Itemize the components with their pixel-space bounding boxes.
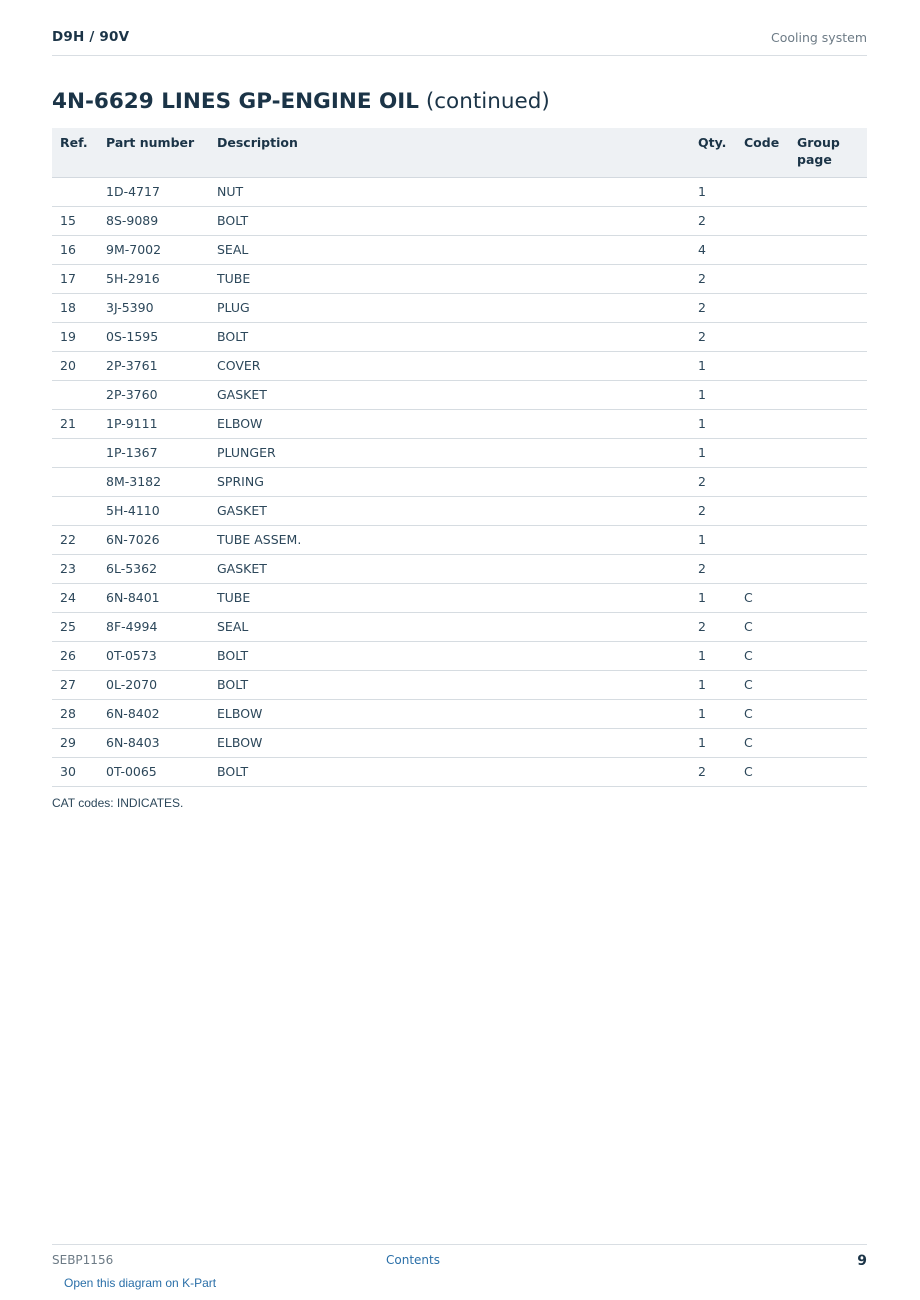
table-row bbox=[52, 525, 867, 554]
table-row bbox=[52, 351, 867, 380]
table-row bbox=[52, 670, 867, 699]
ref-cell: 16 bbox=[52, 235, 98, 264]
description-cell: SEAL bbox=[209, 612, 690, 641]
kpart-link[interactable]: Open this diagram on K-Part bbox=[64, 1276, 217, 1290]
code-cell bbox=[736, 554, 789, 583]
table-row bbox=[52, 757, 867, 786]
page-header bbox=[52, 29, 867, 56]
ref-cell: 26 bbox=[52, 641, 98, 670]
part-number-cell: 1P-9111 bbox=[98, 409, 209, 438]
ref-cell: 18 bbox=[52, 293, 98, 322]
ref-cell: 15 bbox=[52, 206, 98, 235]
qty-cell: 1 bbox=[690, 438, 736, 467]
model-label: D9H / 90V bbox=[52, 29, 130, 45]
group-page-cell bbox=[789, 264, 867, 293]
page-footer bbox=[52, 1244, 867, 1275]
document-id: SEBP1156 bbox=[52, 1253, 114, 1267]
table-row bbox=[52, 728, 867, 757]
group-page-cell bbox=[789, 438, 867, 467]
code-cell: C bbox=[736, 728, 789, 757]
qty-cell: 2 bbox=[690, 293, 736, 322]
part-number-cell: 0L-2070 bbox=[98, 670, 209, 699]
group-page-cell bbox=[789, 206, 867, 235]
description-cell: COVER bbox=[209, 351, 690, 380]
code-cell: C bbox=[736, 641, 789, 670]
group-page-cell bbox=[789, 496, 867, 525]
description-cell: GASKET bbox=[209, 554, 690, 583]
table-row bbox=[52, 496, 867, 525]
col-header-part-number: Part number bbox=[98, 128, 209, 177]
ref-cell: 28 bbox=[52, 699, 98, 728]
ref-cell: 27 bbox=[52, 670, 98, 699]
description-cell: BOLT bbox=[209, 670, 690, 699]
code-cell: C bbox=[736, 757, 789, 786]
part-number-cell: 6N-8401 bbox=[98, 583, 209, 612]
group-page-cell bbox=[789, 728, 867, 757]
qty-cell: 1 bbox=[690, 728, 736, 757]
ref-cell: 22 bbox=[52, 525, 98, 554]
group-page-cell bbox=[789, 467, 867, 496]
description-cell: PLUNGER bbox=[209, 438, 690, 467]
qty-cell: 2 bbox=[690, 206, 736, 235]
part-number-cell: 9M-7002 bbox=[98, 235, 209, 264]
description-cell: ELBOW bbox=[209, 699, 690, 728]
table-row bbox=[52, 467, 867, 496]
table-row bbox=[52, 177, 867, 206]
table-row bbox=[52, 438, 867, 467]
group-page-cell bbox=[789, 177, 867, 206]
table-row bbox=[52, 409, 867, 438]
title-suffix: (continued) bbox=[425, 89, 550, 114]
part-number-cell: 0T-0573 bbox=[98, 641, 209, 670]
ref-cell bbox=[52, 438, 98, 467]
qty-cell: 2 bbox=[690, 757, 736, 786]
ref-cell: 29 bbox=[52, 728, 98, 757]
code-cell bbox=[736, 380, 789, 409]
code-cell bbox=[736, 177, 789, 206]
part-number-cell: 2P-3761 bbox=[98, 351, 209, 380]
ref-cell bbox=[52, 467, 98, 496]
part-number-cell: 1P-1367 bbox=[98, 438, 209, 467]
description-cell: GASKET bbox=[209, 380, 690, 409]
group-page-cell bbox=[789, 293, 867, 322]
qty-cell: 1 bbox=[690, 699, 736, 728]
page-number: 9 bbox=[857, 1253, 867, 1269]
part-number-cell: 8F-4994 bbox=[98, 612, 209, 641]
table-row bbox=[52, 322, 867, 351]
part-number-cell: 1D-4717 bbox=[98, 177, 209, 206]
qty-cell: 1 bbox=[690, 351, 736, 380]
contents-link[interactable]: Contents bbox=[386, 1253, 440, 1267]
ref-cell: 25 bbox=[52, 612, 98, 641]
col-header-group-page: Group page bbox=[789, 128, 867, 177]
description-cell: NUT bbox=[209, 177, 690, 206]
qty-cell: 2 bbox=[690, 467, 736, 496]
qty-cell: 1 bbox=[690, 641, 736, 670]
code-cell bbox=[736, 351, 789, 380]
part-number-cell: 0S-1595 bbox=[98, 322, 209, 351]
table-row bbox=[52, 235, 867, 264]
part-number-cell: 5H-4110 bbox=[98, 496, 209, 525]
ref-cell: 20 bbox=[52, 351, 98, 380]
part-number-cell: 8S-9089 bbox=[98, 206, 209, 235]
code-cell bbox=[736, 264, 789, 293]
code-cell bbox=[736, 438, 789, 467]
title-main: 4N-6629 LINES GP-ENGINE OIL bbox=[52, 89, 419, 114]
qty-cell: 1 bbox=[690, 177, 736, 206]
group-page-cell bbox=[789, 583, 867, 612]
col-header-description: Description bbox=[209, 128, 690, 177]
description-cell: SEAL bbox=[209, 235, 690, 264]
ref-cell: 23 bbox=[52, 554, 98, 583]
qty-cell: 1 bbox=[690, 583, 736, 612]
code-cell bbox=[736, 206, 789, 235]
part-number-cell: 5H-2916 bbox=[98, 264, 209, 293]
description-cell: ELBOW bbox=[209, 728, 690, 757]
code-cell bbox=[736, 525, 789, 554]
part-number-cell: 6N-8402 bbox=[98, 699, 209, 728]
group-page-cell bbox=[789, 699, 867, 728]
table-row bbox=[52, 380, 867, 409]
group-page-cell bbox=[789, 235, 867, 264]
ref-cell: 17 bbox=[52, 264, 98, 293]
code-cell: C bbox=[736, 699, 789, 728]
group-page-cell bbox=[789, 525, 867, 554]
page-title bbox=[52, 89, 550, 114]
group-page-cell bbox=[789, 670, 867, 699]
description-cell: BOLT bbox=[209, 206, 690, 235]
ref-cell: 30 bbox=[52, 757, 98, 786]
part-number-cell: 6N-7026 bbox=[98, 525, 209, 554]
description-cell: BOLT bbox=[209, 322, 690, 351]
table-row bbox=[52, 612, 867, 641]
code-cell bbox=[736, 235, 789, 264]
col-header-ref: Ref. bbox=[52, 128, 98, 177]
section-name: Cooling system bbox=[771, 30, 867, 45]
table-row bbox=[52, 206, 867, 235]
description-cell: BOLT bbox=[209, 641, 690, 670]
ref-cell: 19 bbox=[52, 322, 98, 351]
table-row bbox=[52, 554, 867, 583]
qty-cell: 1 bbox=[690, 670, 736, 699]
description-cell: SPRING bbox=[209, 467, 690, 496]
group-page-cell bbox=[789, 409, 867, 438]
table-row bbox=[52, 699, 867, 728]
ref-cell bbox=[52, 380, 98, 409]
qty-cell: 2 bbox=[690, 322, 736, 351]
description-cell: PLUG bbox=[209, 293, 690, 322]
col-header-code: Code bbox=[736, 128, 789, 177]
col-header-qty: Qty. bbox=[690, 128, 736, 177]
ref-cell bbox=[52, 177, 98, 206]
ref-cell: 21 bbox=[52, 409, 98, 438]
part-number-cell: 2P-3760 bbox=[98, 380, 209, 409]
code-cell bbox=[736, 322, 789, 351]
ref-cell: 24 bbox=[52, 583, 98, 612]
qty-cell: 1 bbox=[690, 525, 736, 554]
code-cell: C bbox=[736, 670, 789, 699]
code-cell: C bbox=[736, 612, 789, 641]
code-cell bbox=[736, 293, 789, 322]
group-page-cell bbox=[789, 641, 867, 670]
table-row bbox=[52, 641, 867, 670]
part-number-cell: 3J-5390 bbox=[98, 293, 209, 322]
group-page-cell bbox=[789, 380, 867, 409]
part-number-cell: 6L-5362 bbox=[98, 554, 209, 583]
description-cell: TUBE bbox=[209, 264, 690, 293]
qty-cell: 2 bbox=[690, 612, 736, 641]
qty-cell: 2 bbox=[690, 264, 736, 293]
group-page-cell bbox=[789, 554, 867, 583]
qty-cell: 1 bbox=[690, 380, 736, 409]
table-row bbox=[52, 583, 867, 612]
parts-table bbox=[52, 128, 867, 787]
group-page-cell bbox=[789, 322, 867, 351]
table-row bbox=[52, 293, 867, 322]
qty-cell: 2 bbox=[690, 554, 736, 583]
group-page-cell bbox=[789, 612, 867, 641]
code-cell bbox=[736, 409, 789, 438]
group-page-cell bbox=[789, 757, 867, 786]
part-number-cell: 6N-8403 bbox=[98, 728, 209, 757]
ref-cell bbox=[52, 496, 98, 525]
qty-cell: 4 bbox=[690, 235, 736, 264]
description-cell: BOLT bbox=[209, 757, 690, 786]
code-cell bbox=[736, 496, 789, 525]
qty-cell: 2 bbox=[690, 496, 736, 525]
code-cell: C bbox=[736, 583, 789, 612]
table-header-row bbox=[52, 128, 867, 177]
cat-codes-note: CAT codes: INDICATES. bbox=[52, 796, 184, 810]
description-cell: ELBOW bbox=[209, 409, 690, 438]
group-page-cell bbox=[789, 351, 867, 380]
description-cell: TUBE bbox=[209, 583, 690, 612]
qty-cell: 1 bbox=[690, 409, 736, 438]
description-cell: TUBE ASSEM. bbox=[209, 525, 690, 554]
part-number-cell: 8M-3182 bbox=[98, 467, 209, 496]
part-number-cell: 0T-0065 bbox=[98, 757, 209, 786]
parts-table-body bbox=[52, 177, 867, 786]
code-cell bbox=[736, 467, 789, 496]
description-cell: GASKET bbox=[209, 496, 690, 525]
table-row bbox=[52, 264, 867, 293]
